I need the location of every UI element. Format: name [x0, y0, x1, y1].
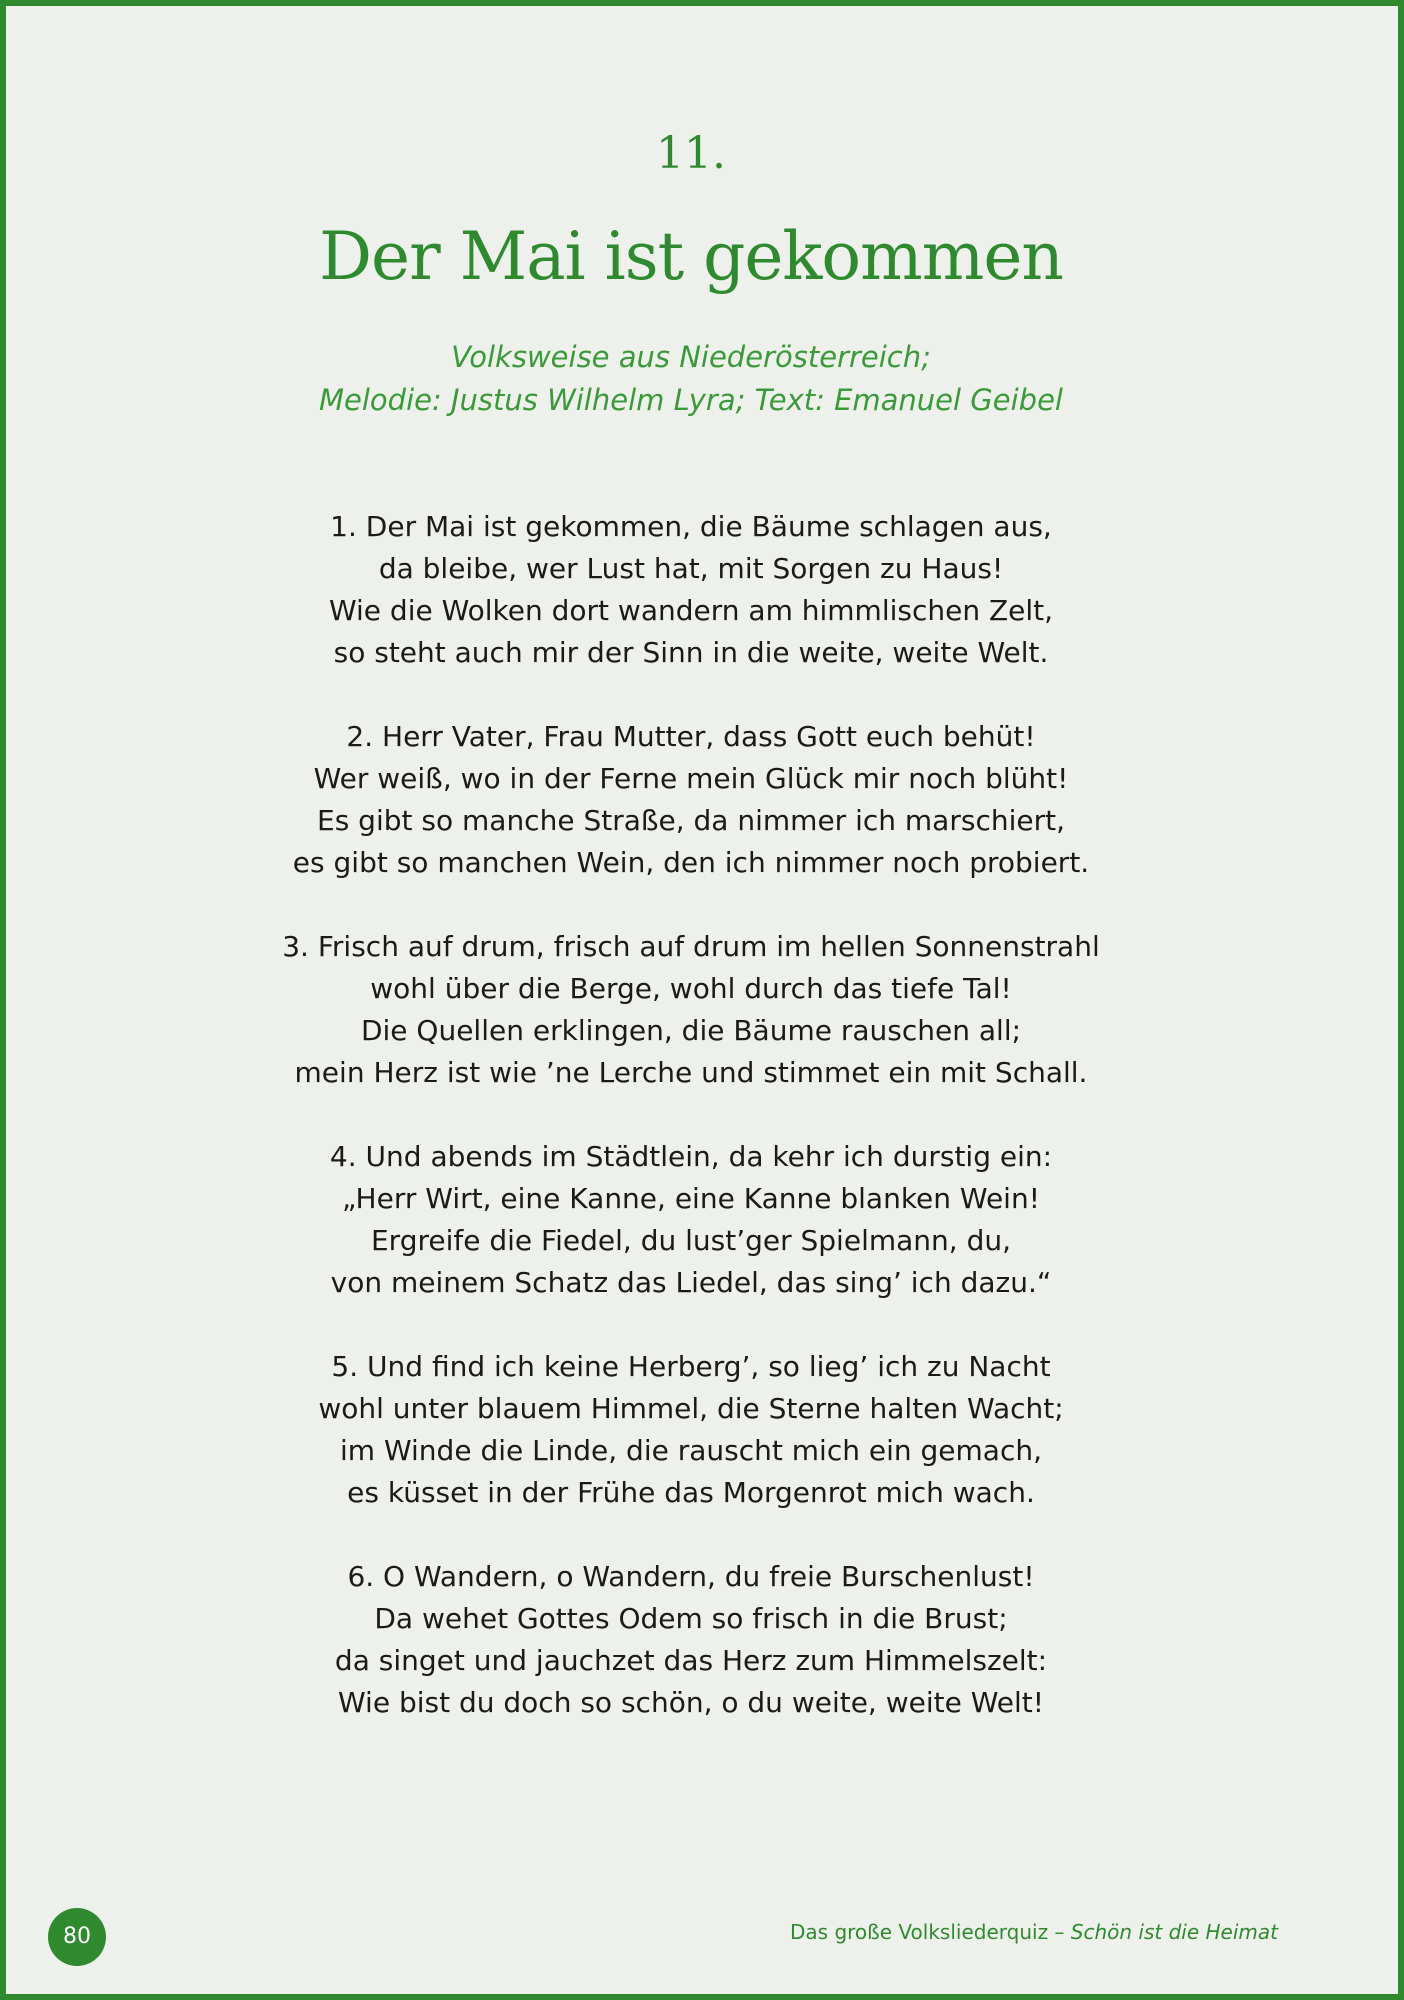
verse-line: Wie bist du doch so schön, o du weite, weite Welt! — [337, 1686, 1044, 1719]
song-credits — [6, 336, 1376, 422]
verse-6 — [6, 1556, 1376, 1724]
verse-line: 5. Und find ich keine Herberg’, so lieg’ ich zu Nacht — [331, 1350, 1051, 1383]
lyrics — [6, 506, 1376, 1766]
verse-line: von meinem Schatz das Liedel, das sing’ ich dazu.“ — [330, 1266, 1052, 1299]
verse-line: Da wehet Gottes Odem so frisch in die Brust; — [374, 1602, 1008, 1635]
page-number-badge: 80 — [48, 1908, 106, 1966]
verse-line: Die Quellen erklingen, die Bäume rauschen all; — [360, 1014, 1022, 1047]
verse-5 — [6, 1346, 1376, 1514]
verse-line: mein Herz ist wie ’ne Lerche und stimmet ein mit Schall. — [294, 1056, 1088, 1089]
verse-line: 2. Herr Vater, Frau Mutter, dass Gott euch behüt! — [346, 720, 1036, 753]
verse-3 — [6, 926, 1376, 1094]
footer-book-title — [790, 1920, 1278, 1944]
verse-line: wohl unter blauem Himmel, die Sterne halten Wacht; — [318, 1392, 1064, 1425]
verse-4 — [6, 1136, 1376, 1304]
verse-line: es gibt so manchen Wein, den ich nimmer noch probiert. — [292, 846, 1090, 879]
verse-line: 3. Frisch auf drum, frisch auf drum im hellen Sonnenstrahl — [282, 930, 1100, 963]
book-subtitle: Schön ist die Heimat — [1070, 1920, 1278, 1944]
verse-line: im Winde die Linde, die rauscht mich ein gemach, — [340, 1434, 1042, 1467]
verse-line: Wie die Wolken dort wandern am himmlischen Zelt, — [328, 594, 1054, 627]
verse-line: 6. O Wandern, o Wandern, du freie Burschenlust! — [347, 1560, 1035, 1593]
verse-line: Es gibt so manche Straße, da nimmer ich marschiert, — [317, 804, 1065, 837]
song-number: 11. — [656, 128, 726, 179]
verse-line: so steht auch mir der Sinn in die weite, weite Welt. — [333, 636, 1049, 669]
credits-authors: Melodie: Justus Wilhelm Lyra; Text: Emanuel Geibel — [319, 383, 1063, 417]
verse-line: Ergreife die Fiedel, du lust’ger Spielmann, du, — [370, 1224, 1011, 1257]
verse-line: „Herr Wirt, eine Kanne, eine Kanne blanken Wein! — [342, 1182, 1040, 1215]
verse-line: da singet und jauchzet das Herz zum Himmelszelt: — [334, 1644, 1048, 1677]
book-title: Das große Volksliederquiz – — [790, 1920, 1071, 1944]
verse-line: 4. Und abends im Städtlein, da kehr ich durstig ein: — [329, 1140, 1053, 1173]
verse-line: es küsset in der Frühe das Morgenrot mich wach. — [347, 1476, 1035, 1509]
verse-line: da bleibe, wer Lust hat, mit Sorgen zu Haus! — [378, 552, 1004, 585]
credits-origin: Volksweise aus Niederösterreich; — [451, 340, 931, 374]
verse-line: wohl über die Berge, wohl durch das tiefe Tal! — [370, 972, 1012, 1005]
verse-line: Wer weiß, wo in der Ferne mein Glück mir noch blüht! — [313, 762, 1069, 795]
verse-1 — [6, 506, 1376, 674]
song-title: Der Mai ist gekommen — [319, 218, 1063, 295]
verse-2 — [6, 716, 1376, 884]
verse-line: 1. Der Mai ist gekommen, die Bäume schlagen aus, — [330, 510, 1052, 543]
